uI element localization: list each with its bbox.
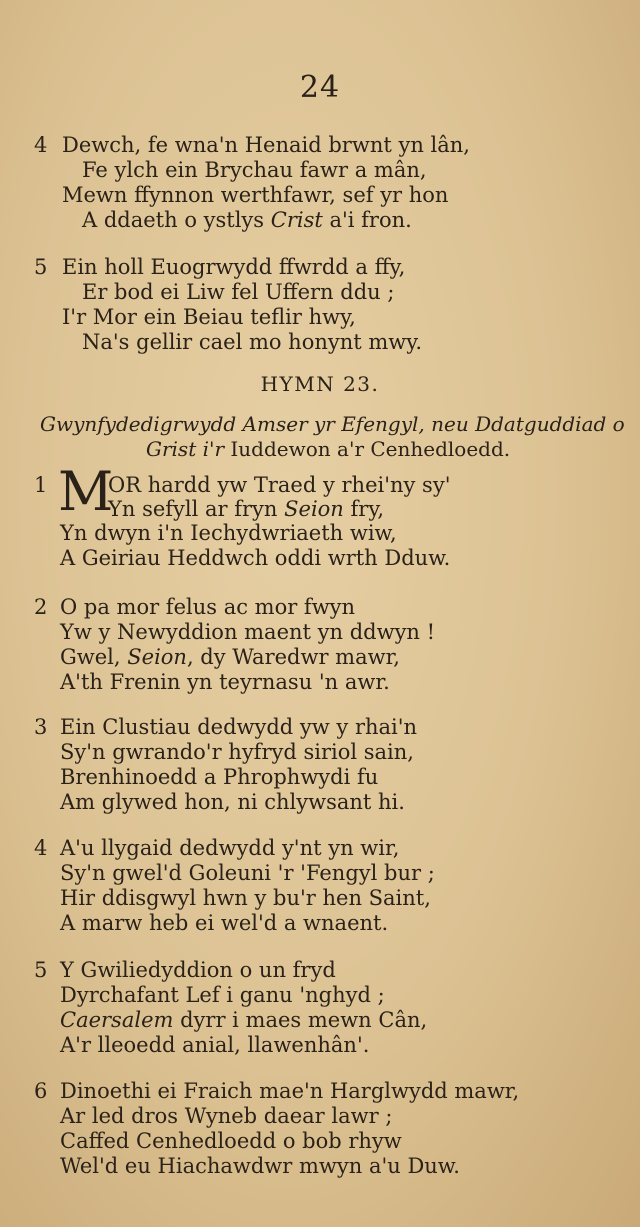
- verse-line: A Geiriau Heddwch oddi wrth Dduw.: [60, 546, 451, 570]
- verse-line: Y Gwiliedyddion o un fryd: [60, 958, 336, 982]
- drop-cap: M: [58, 460, 114, 523]
- verse-line: Dinoethi ei Fraich mae'n Harglwydd mawr,: [60, 1079, 520, 1103]
- verse-number: 4: [34, 836, 48, 860]
- verse-line: Wel'd eu Hiachawdwr mwyn a'u Duw.: [60, 1154, 460, 1178]
- verse-number: 2: [34, 595, 48, 619]
- verse-line: Am glywed hon, ni chlywsant hi.: [60, 790, 405, 814]
- page-number: 24: [299, 70, 341, 105]
- verse-number: 1: [34, 473, 48, 497]
- verse-number: 5: [34, 255, 48, 279]
- verse-line: A'r lleoedd anial, llawenhân'.: [60, 1033, 370, 1057]
- verse-line: Caersalem dyrr i maes mewn Cân,: [60, 1008, 428, 1032]
- verse-line: Yn sefyll ar fryn Seion fry,: [108, 497, 385, 521]
- verse-line: Ein Clustiau dedwydd yw y rhai'n: [60, 715, 418, 739]
- hymn-subtitle-line-2: Grist i'r Iuddewon a'r Cenhedloedd.: [146, 437, 511, 461]
- verse-number: 6: [34, 1079, 48, 1103]
- verse-line: A'th Frenin yn teyrnasu 'n awr.: [60, 670, 390, 694]
- verse-line: I'r Mor ein Beiau teflir hwy,: [62, 305, 356, 329]
- verse-line: A ddaeth o ystlys Crist a'i fron.: [82, 208, 412, 232]
- verse-line: Yw y Newyddion maent yn ddwyn !: [60, 620, 436, 644]
- verse-line: Hir ddisgwyl hwn y bu'r hen Saint,: [60, 886, 431, 910]
- verse-number: 3: [34, 715, 48, 739]
- verse-line: O pa mor felus ac mor fwyn: [60, 595, 356, 619]
- verse-line: Fe ylch ein Brychau fawr a mân,: [82, 158, 427, 182]
- verse-line: Na's gellir cael mo honynt mwy.: [82, 330, 423, 354]
- verse-line: OR hardd yw Traed y rhei'ny sy': [108, 473, 451, 497]
- verse-line: Sy'n gwrando'r hyfryd siriol sain,: [60, 740, 414, 764]
- verse-line: Sy'n gwel'd Goleuni 'r 'Fengyl bur ;: [60, 861, 435, 885]
- verse-line: Brenhinoedd a Phrophwydi fu: [60, 765, 379, 789]
- verse-line: A marw heb ei wel'd a wnaent.: [60, 911, 389, 935]
- verse-line: Mewn ffynnon werthfawr, sef yr hon: [62, 183, 449, 207]
- verse-line: Ar led dros Wyneb daear lawr ;: [60, 1104, 393, 1128]
- hymn-title: HYMN 23.: [260, 372, 380, 396]
- verse-line: Ein holl Euogrwydd ffwrdd a ffy,: [62, 255, 406, 279]
- hymn-subtitle-line-1: Gwynfydedigrwydd Amser yr Efengyl, neu Ddatguddiad o: [40, 412, 625, 436]
- verse-line: A'u llygaid dedwydd y'nt yn wir,: [60, 836, 400, 860]
- verse-number: 4: [34, 133, 48, 157]
- verse-line: Gwel, Seion, dy Waredwr mawr,: [60, 645, 400, 669]
- verse-line: Dyrchafant Lef i ganu 'nghyd ;: [60, 983, 385, 1007]
- verse-line: Caffed Cenhedloedd o bob rhyw: [60, 1129, 402, 1153]
- verse-line: Er bod ei Liw fel Uffern ddu ;: [82, 280, 395, 304]
- verse-number: 5: [34, 958, 48, 982]
- verse-line: Yn dwyn i'n Iechydwriaeth wiw,: [60, 521, 397, 545]
- verse-line: Dewch, fe wna'n Henaid brwnt yn lân,: [62, 133, 470, 157]
